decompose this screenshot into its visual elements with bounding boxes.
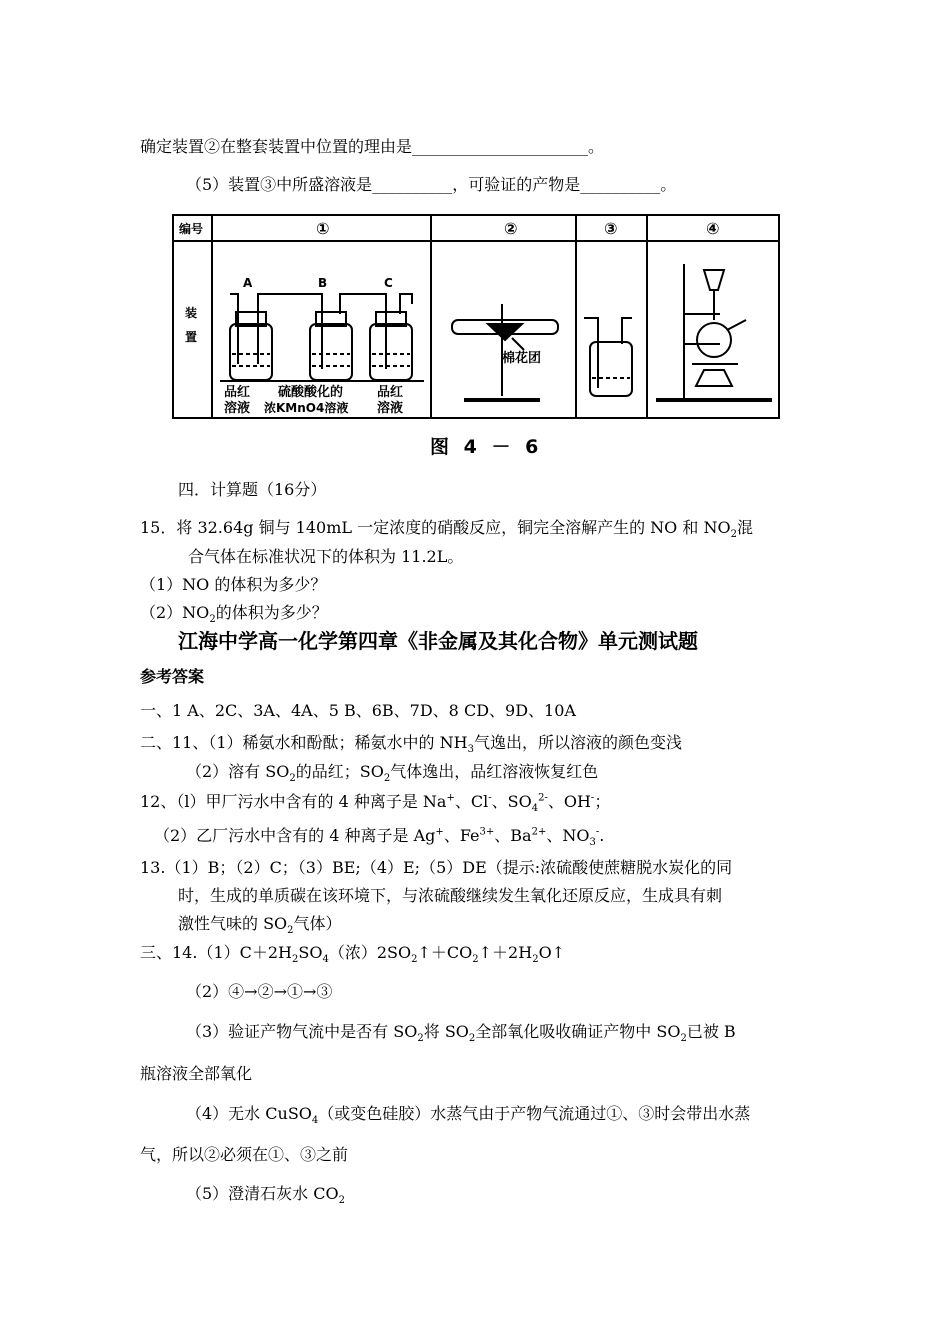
single-bottle [584,318,632,396]
answer-heading: 参考答案 [140,667,205,686]
svg-text:溶液: 溶液 [377,401,404,416]
answer-blank: __________ [580,175,661,194]
section-heading: 四．计算题（16分） [178,480,327,499]
answer-13: 13.（1）B；（2）C；（3）BE;（4）E;（5）DE（提示:浓硫酸使蔗糖脱水炭化的同 [140,858,733,877]
answer-11-1: 二、11、（1）稀氨水和酚酞；稀氨水中的 $NH_3$气逸出，所以溶液的颜色变浅 [140,733,682,756]
answer-title: 江海中学高一化学第四章《非金属及其化合物》单元测试题 [178,629,698,653]
answer-12-1: 12、（l）甲厂污水中含有的 4 种离子是 Na+、Cl-、$SO_4^{2-}$、OH-； [140,792,611,815]
liquid-c-label: 品红 [377,385,404,400]
wash-bottles [220,294,424,381]
answer-14-1: 三、$14.(1)C+2H_2SO_4$（浓）$2SO_2↑+CO_2↑+2H_2O↑$ [140,943,566,966]
row-label: 装 [185,306,198,320]
q5-line: （5）装置③中所盛溶液是__________，可验证的产物是__________。 [186,175,677,194]
svg-text:溶液: 溶液 [224,401,251,416]
answer-mc: 一、1 A、2C、3A、4A、5 B、6B、7D、8 CD、9D、10A [140,701,576,720]
col1-label: ① [316,219,330,238]
apparatus-figure [172,214,780,420]
answer-14-2: （2）④→②→①→③ [186,982,333,1001]
cotton-label: 棉花团 [502,351,542,366]
answer-14-5: （5）澄清石灰水 $CO_2$ [186,1184,346,1207]
col4-label: ④ [706,219,720,238]
svg-text:浓KMnO4溶液: 浓KMnO4溶液 [264,401,349,415]
answer-14-4: （4）无水 CuSO$_4$（或变色硅胶）水蒸气由于产物气流通过①、③时会带出水蒸 [186,1104,751,1127]
answer-14-3: （3）验证产物气流中是否有 $SO_2$将 $SO_2$全部氧化吸收确证产物中 $SO_2$已被 B [186,1022,736,1045]
q4-reason-line: 确定装置②在整套装置中位置的理由是______________________。 [140,137,605,156]
bottle-b-label: B [318,276,328,290]
answer-blank: ______________________ [412,137,589,156]
answer-blank: __________ [372,175,453,194]
header-label: 编号 [179,222,204,236]
question-15-part1: （1）NO 的体积为多少？ [140,575,327,594]
liquid-b-label: 硫酸酸化的 [278,385,344,400]
question-15: 15．将 32.64g 铜与 140mL 一定浓度的硝酸反应，铜完全溶解产生的 NO 和 $NO_2$混 [140,518,753,541]
question-15-part2: $(2)NO_2$的体积为多少？ [140,603,328,626]
answer-11-2: （2）溶有 $SO_2$的品红；$SO_2$气体逸出，品红溶液恢复红色 [186,762,599,785]
bottle-c-label: C [384,276,393,290]
liquid-a-label: 品红 [224,385,251,400]
flask-apparatus [656,264,772,400]
col3-label: ③ [604,219,618,238]
figure-caption: 图 4 － 6 [430,436,543,458]
bottle-a-label: A [243,276,253,290]
col2-label: ② [504,219,518,238]
answer-12-2: （2）乙厂污水中含有的 4 种离子是 Ag+、$Fe^{3+}$、$Ba^{2+}$、$NO_3^-$. [154,826,605,849]
svg-text:置: 置 [185,330,198,344]
question-15-cont: 合气体在标准状况下的体积为 11.2L。 [188,547,464,566]
